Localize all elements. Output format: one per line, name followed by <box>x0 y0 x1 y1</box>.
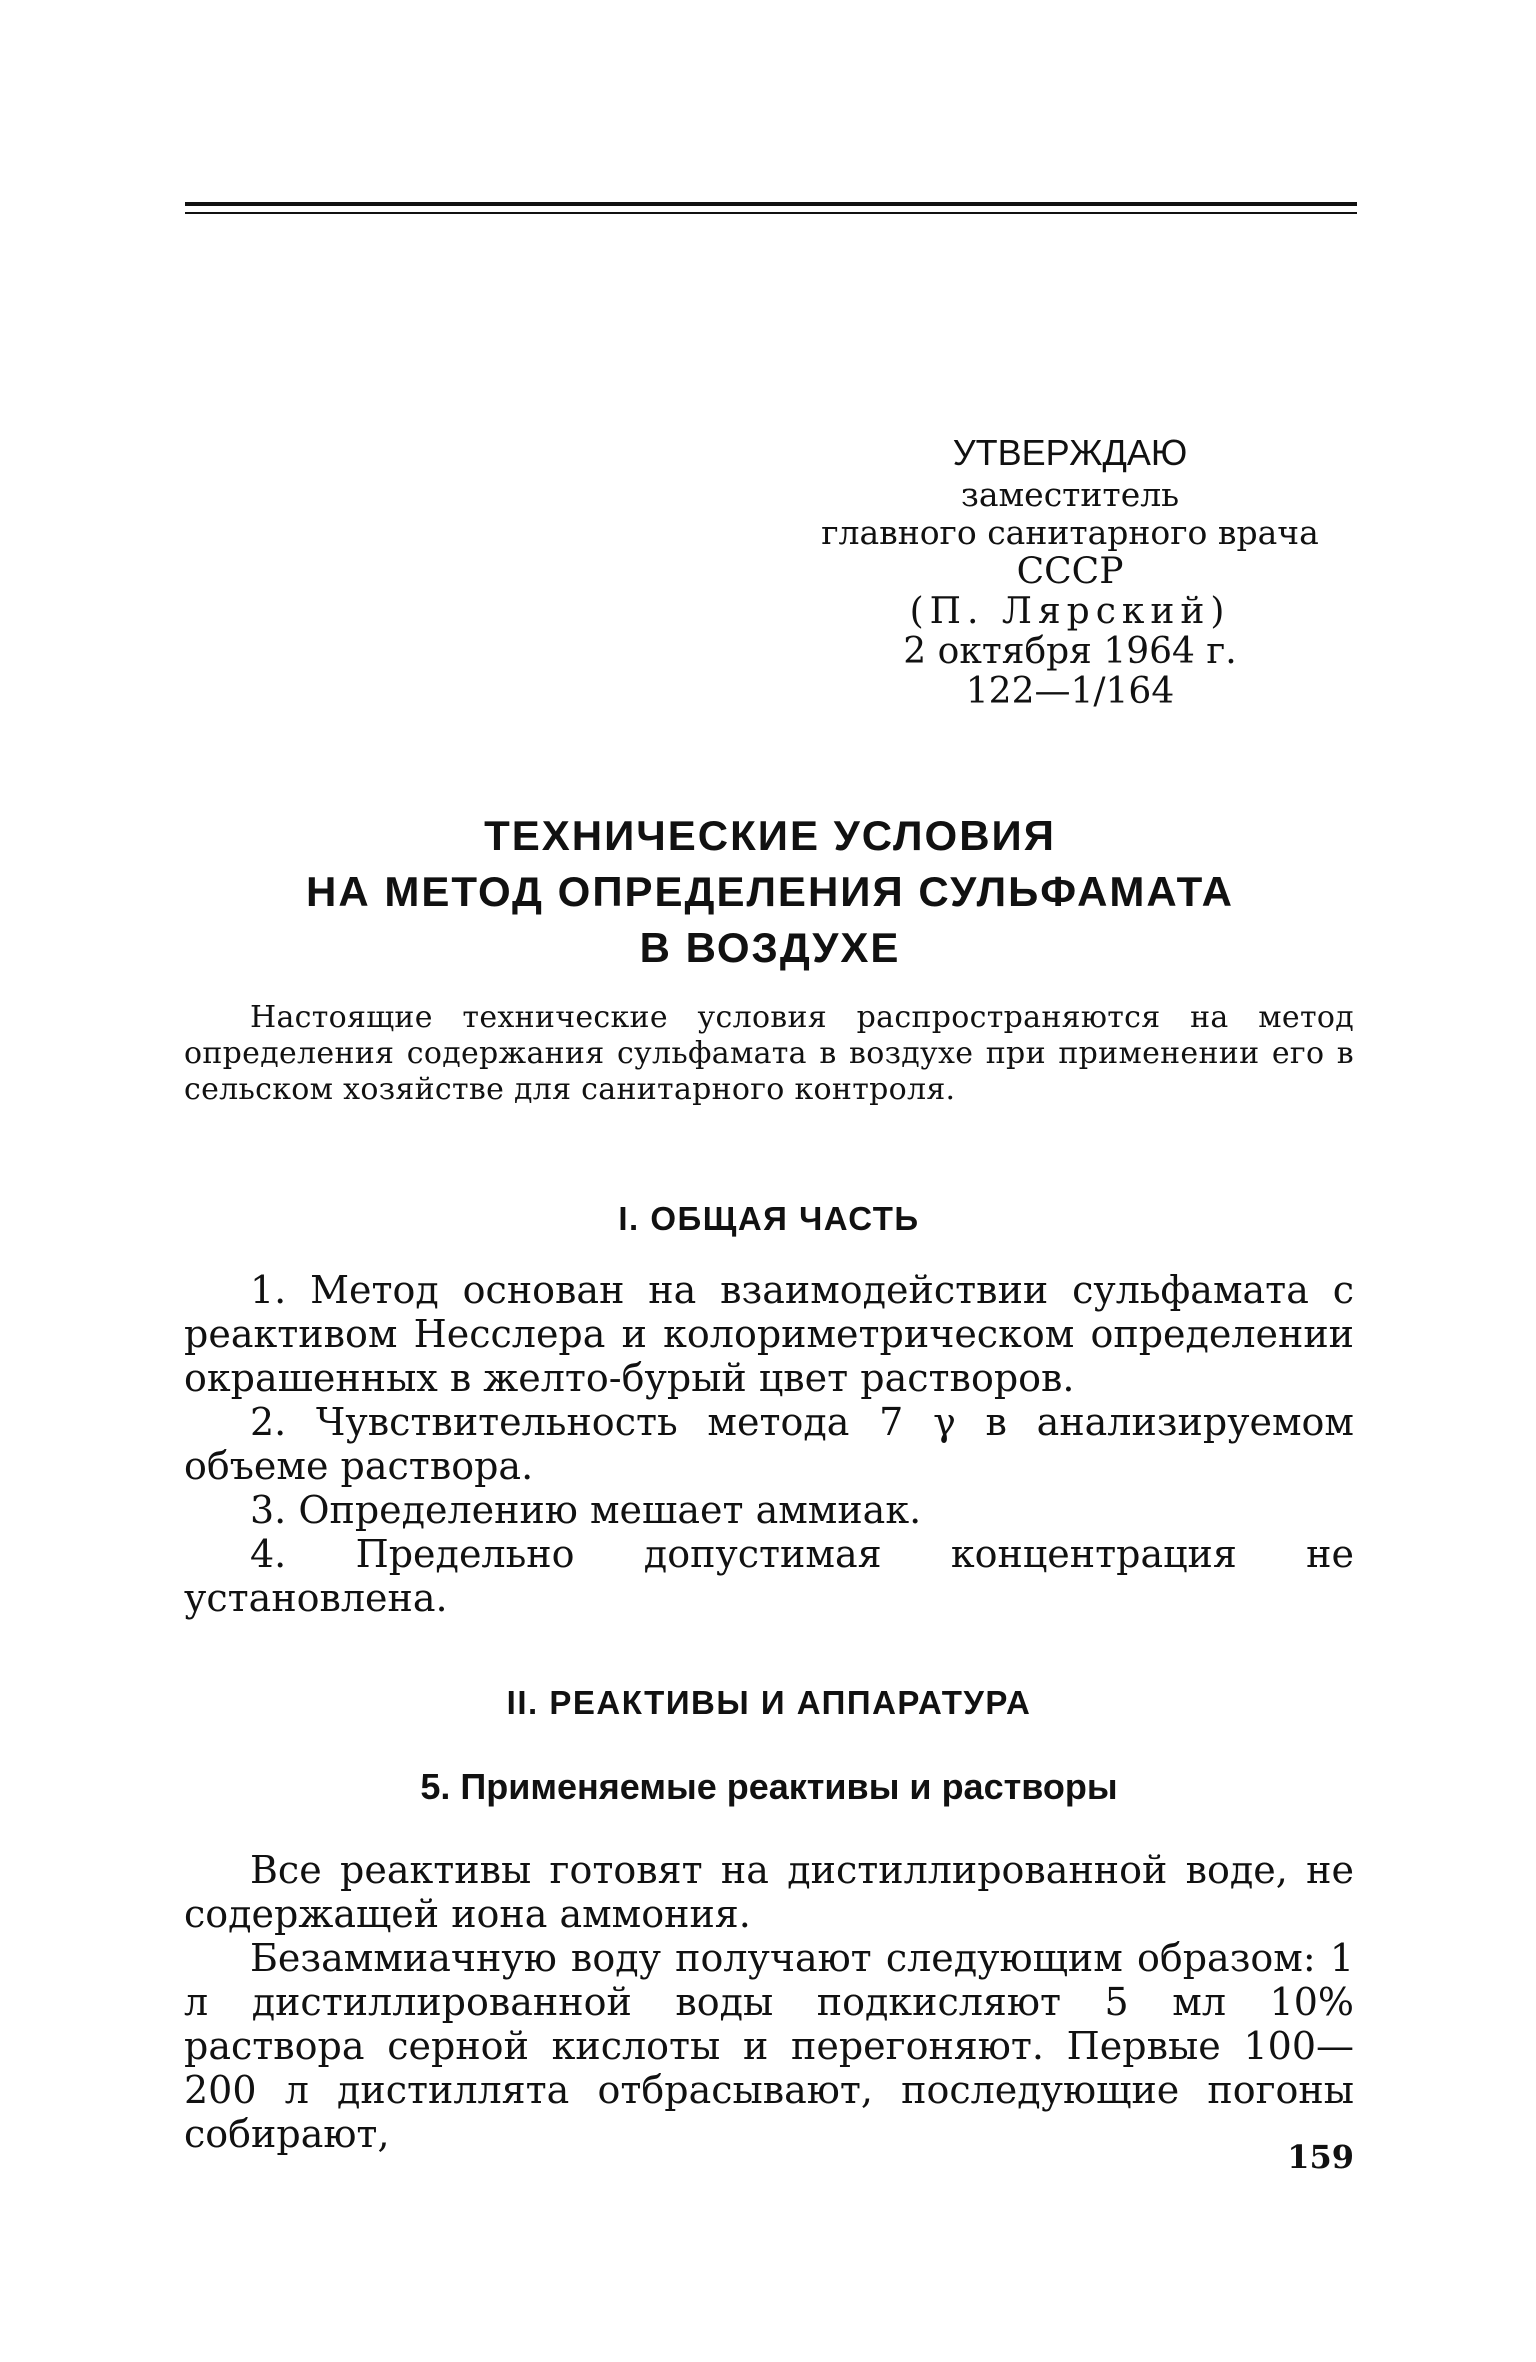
section-1-item-1: 1. Метод основан на взаимодействии сульфамата с реактивом Несслера и колориметрическом определении окрашенных в желто-бурый цвет растворов. <box>184 1268 1354 1400</box>
section-2-paragraph-1: Все реактивы готовят на дистиллированной воде, не содержащей иона аммония. <box>184 1848 1354 1936</box>
section-1-heading: I. ОБЩАЯ ЧАСТЬ <box>618 1200 920 1237</box>
approval-number: 122—1/164 <box>965 671 1175 712</box>
approval-country: СССР <box>1016 551 1124 592</box>
section-2-body <box>184 1848 1354 2156</box>
title-line-3: В ВОЗДУХЕ <box>639 924 901 971</box>
title-line-2: НА МЕТОД ОПРЕДЕЛЕНИЯ СУЛЬФАМАТА <box>306 868 1234 915</box>
section-1-body <box>184 1268 1354 1620</box>
section-1-item-2: 2. Чувствительность метода 7 γ в анализируемом объеме раствора. <box>184 1400 1354 1488</box>
approval-position-line1: заместитель <box>960 475 1180 514</box>
section-2-paragraph-2: Безаммиачную воду получают следующим образом: 1 л дистиллированной воды подкисляют 5 мл 10% раствора серной кислоты и перегоняют. Первые 100—200 л дистиллята отбрасывают, последующие погоны собирают, <box>184 1936 1354 2156</box>
top-rule-thin <box>185 212 1357 214</box>
section-2-subheading: 5. Применяемые реактивы и растворы <box>420 1766 1118 1807</box>
page-number: 159 <box>1287 2138 1354 2176</box>
document-title <box>190 808 1350 976</box>
approval-title: УТВЕРЖДАЮ <box>952 432 1188 473</box>
title-line-1: ТЕХНИЧЕСКИЕ УСЛОВИЯ <box>484 812 1056 859</box>
approval-date: 2 октября 1964 г. <box>903 631 1237 672</box>
approval-block <box>790 430 1350 712</box>
top-rule-thick <box>185 202 1357 206</box>
section-1-item-3: 3. Определению мешает аммиак. <box>250 1488 922 1532</box>
approval-position-line2: главного санитарного врача <box>821 513 1319 552</box>
section-1-item-4: 4. Предельно допустимая концентрация не установлена. <box>184 1532 1354 1620</box>
approval-signer: (П. Лярский) <box>909 591 1231 632</box>
section-2-heading: II. РЕАКТИВЫ И АППАРАТУРА <box>506 1684 1032 1721</box>
intro-paragraph: Настоящие технические условия распространяются на метод определения содержания сульфамата в воздухе при применении его в сельском хозяйстве для санитарного контроля. <box>184 1000 1354 1107</box>
